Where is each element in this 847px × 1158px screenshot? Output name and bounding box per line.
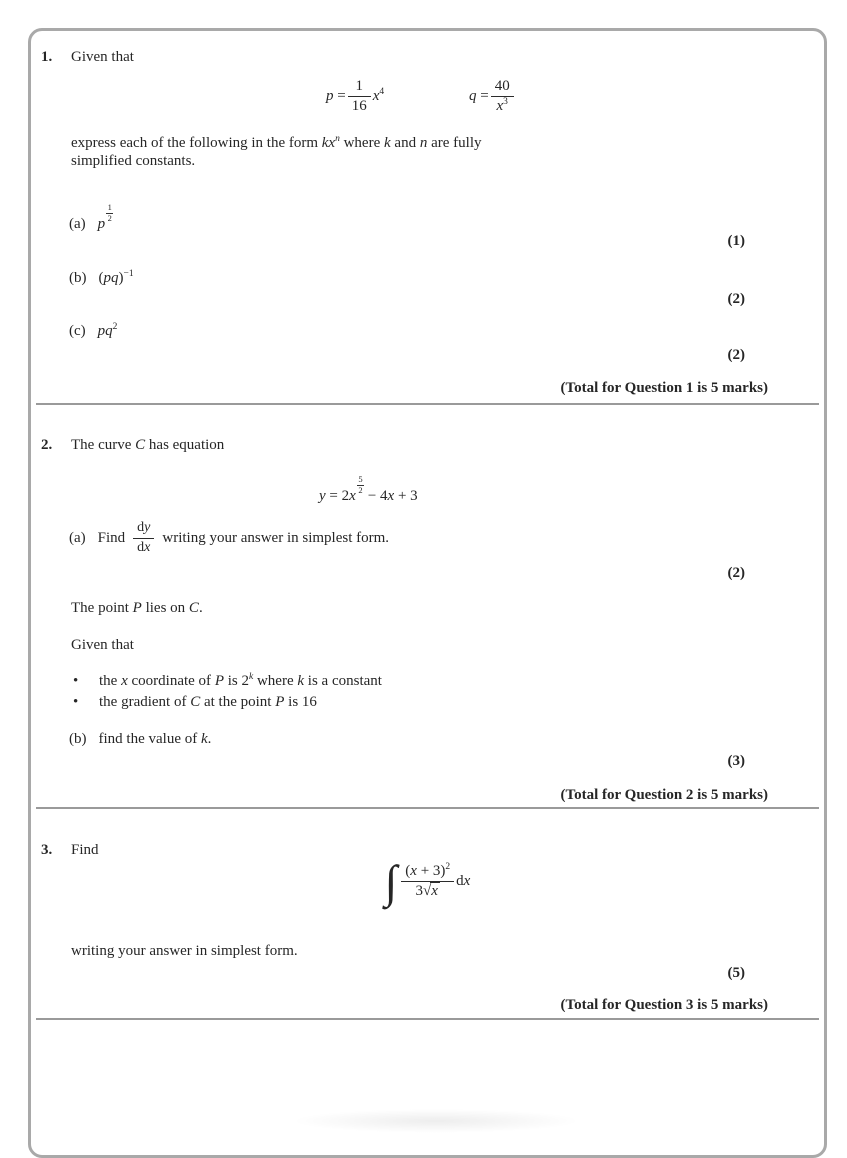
var-q: q [469, 88, 477, 105]
var-x: x [387, 487, 395, 504]
exam-page [28, 28, 827, 1158]
q2-part-a [69, 517, 389, 559]
fraction-dy-dx: $\frac{dy}{dx}$ [133, 520, 154, 555]
var-x: x [463, 873, 471, 890]
var-P: P [214, 673, 224, 689]
var-k: k [297, 673, 305, 689]
var-x: x [410, 862, 417, 879]
var-P: P [275, 694, 285, 710]
exponent-2: 2 [112, 322, 118, 332]
q2-equation [319, 475, 418, 505]
question-3-header [41, 842, 99, 859]
q1c-marks: (2) [727, 347, 745, 363]
q1-part-c [69, 323, 117, 340]
var-C: C [190, 694, 201, 710]
fraction-40-x3: $\frac{40}{x^3}$ [491, 78, 514, 116]
var-kx: kx [321, 135, 336, 151]
q2-divider [36, 807, 819, 809]
question-2-header: 2. The curve C has equation [41, 437, 225, 453]
var-y: y [319, 487, 326, 504]
q1-total: (Total for Question 1 is 5 marks) [560, 380, 768, 396]
q3-marks: (5) [727, 965, 745, 981]
var-p: p [326, 88, 334, 105]
plus-3: + 3 [394, 487, 418, 504]
exponent-2: 2 [445, 861, 451, 872]
q2-point-line: The point P lies on C. [71, 600, 203, 616]
q1-instruction-line2: simplified constants. [71, 153, 196, 169]
bullet-item-2: • the gradient of C at the point P is 16 [73, 692, 382, 713]
part-b-label: (b) [69, 270, 87, 286]
question-1-number: 1. [41, 49, 53, 65]
equals-sign: = [476, 88, 489, 105]
minus-4: − 4 [364, 487, 388, 504]
part-a-label: (a) [69, 529, 86, 546]
open-paren: ( [98, 270, 104, 286]
exponent-3: 3 [503, 97, 508, 108]
q2a-text: writing your answer in simplest form. [162, 529, 390, 546]
close-paren: ) [118, 270, 124, 286]
var-x: x [349, 487, 356, 504]
var-n: n [419, 135, 428, 151]
var-x: x [496, 98, 504, 115]
equals-2: = 2 [325, 487, 350, 504]
exponent-fraction-5-2: $\frac{5}{2}$ [358, 474, 363, 495]
var-x: x [431, 883, 438, 900]
q2-total: (Total for Question 2 is 5 marks) [560, 787, 768, 803]
var-k: k [200, 731, 208, 747]
fraction-1-16: $\frac{1}{16}$ [348, 78, 371, 116]
var-pq: pq [97, 323, 113, 339]
exponent-n: n [335, 134, 340, 144]
q2a-marks: (2) [727, 565, 745, 581]
q2-given-that: Given that [71, 637, 134, 653]
question-3-intro: Find [71, 842, 99, 858]
exponent-4: 4 [379, 87, 385, 98]
var-k: k [384, 135, 391, 151]
bullet-icon: • [73, 694, 79, 710]
radical-icon: √ [423, 883, 432, 900]
q1-divider [36, 403, 819, 405]
bullet-icon: • [73, 673, 79, 689]
page-bottom-shadow [291, 1109, 581, 1133]
q2-bullet-list [73, 671, 382, 713]
find-word: Find [97, 529, 126, 546]
q1b-marks: (2) [727, 291, 745, 307]
q1a-marks: (1) [727, 233, 745, 249]
exponent-neg1: −1 [123, 269, 134, 279]
var-C: C [188, 600, 199, 616]
part-c-label: (c) [69, 323, 86, 339]
exponent-fraction-1-2: $\frac{1}{2}$ [107, 202, 112, 223]
var-C: C [135, 437, 146, 453]
var-pq: pq [103, 270, 119, 286]
question-2-number: 2. [41, 437, 53, 453]
q1-equation-p [326, 78, 384, 116]
q2b-marks: (3) [727, 753, 745, 769]
integral-icon: ∫ [384, 856, 398, 907]
q2-part-b: (b) find the value of k. [69, 731, 212, 747]
bullet-item-1: • the x coordinate of P is 2$^k$ where k is a constant [73, 671, 382, 692]
q1-equation-q [469, 78, 516, 116]
q3-divider [36, 1018, 819, 1020]
var-P: P [132, 600, 142, 616]
part-a-label: (a) [69, 215, 86, 232]
var-x: x [121, 673, 128, 689]
q3-integral: ∫ $\frac{(x + 3)^2}{3√x}$ dx [384, 856, 471, 907]
question-1-header [41, 49, 134, 66]
q3-total: (Total for Question 3 is 5 marks) [560, 997, 768, 1013]
integrand-fraction: $\frac{(x + 3)^2}{3√x}$ [401, 863, 454, 901]
q1-part-a [69, 203, 113, 233]
q3-instruction: writing your answer in simplest form. [71, 943, 298, 959]
var-x: x [372, 88, 380, 105]
var-p: p [97, 215, 106, 232]
part-b-label: (b) [69, 731, 87, 747]
question-1-intro: Given that [71, 49, 134, 65]
q1-instruction: express each of the following in the form $kx^n$ where k and n are fully simplified constants. [71, 134, 482, 169]
question-3-number: 3. [41, 842, 53, 858]
equals-sign: = [333, 88, 346, 105]
q1-part-b [69, 270, 134, 287]
exponent-k: k [249, 672, 254, 682]
